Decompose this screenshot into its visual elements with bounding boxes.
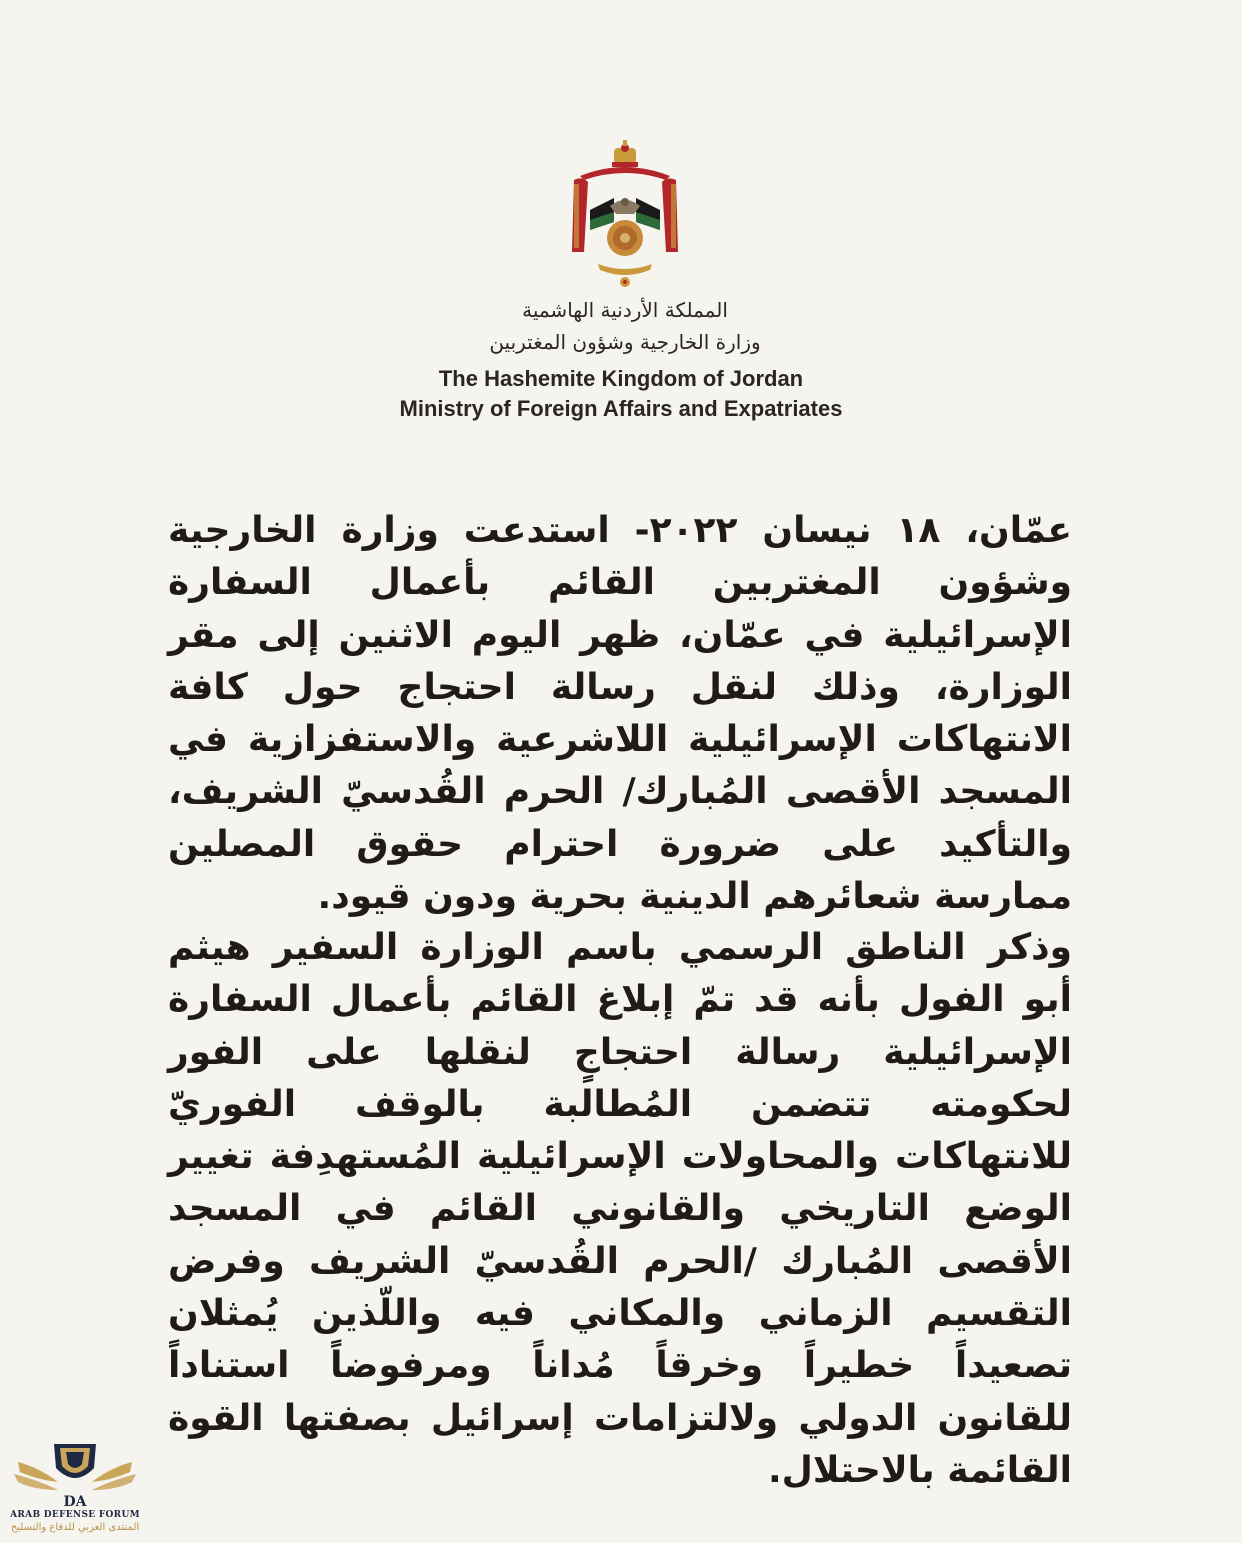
- watermark-name-english: ARAB DEFENSE FORUM: [10, 1510, 140, 1520]
- statement-paragraph-1: عمّان، ١٨ نيسان ٢٠٢٢- استدعت وزارة الخارجية وشؤون المغتربين القائم بأعمال السفارة الإسرائيلية في عمّان، ظهر اليوم الاثنين إلى مقر الوزارة، وذلك لنقل رسالة احتجاج حول كافة الانتهاكات الإسرائيلية اللاشرعية والاستفزازية في المسجد الأقصى المُبارك/ الحرم القُدسيّ الشريف، والتأكيد على ضرورة احترام حقوق المصلين ممارسة شعائرهم الدينية بحرية ودون قيود.: [168, 510, 1072, 918]
- letterhead-arabic-kingdom: المملكة الأردنية الهاشمية: [522, 298, 728, 322]
- statement-paragraph-2: وذكر الناطق الرسمي باسم الوزارة السفير هيثم أبو الفول بأنه قد تمّ إبلاغ القائم بأعمال السفارة الإسرائيلية رسالة احتجاجٍ لنقلها على الفور لحكومته تتضمن المُطالبة بالوقف الفوريّ للانتهاكات والمحاولات الإسرائيلية المُستهدِفة تغيير الوضع التاريخي والقانوني القائم في المسجد الأقصى المُبارك /الحرم القُدسيّ الشريف وفرض التقسيم الزماني والمكاني فيه واللّذين يُمثلان تصعيداً خطيراً وخرقاً مُداناً ومرفوضاً استناداً للقانون الدولي ولالتزامات إسرائيل بصفتها القوة القائمة بالاحتلال.: [168, 927, 1072, 1491]
- crown-icon: [612, 140, 638, 167]
- royal-coat-of-arms-icon: [560, 140, 690, 290]
- forum-watermark: [10, 1438, 140, 1538]
- letterhead-arabic-ministry: وزارة الخارجية وشؤون المغتربين: [489, 330, 761, 354]
- letterhead-english-kingdom: The Hashemite Kingdom of Jordan: [438, 366, 804, 391]
- watermark-name-arabic: المنتدى العربي للدفاع والتسليح: [10, 1522, 140, 1533]
- eagle-shield-icon: [10, 1438, 140, 1512]
- coat-of-arms-emblem: [560, 140, 690, 290]
- watermark-monogram: DA: [63, 1494, 87, 1510]
- letterhead-english-ministry: Ministry of Foreign Affairs and Expatriates: [399, 396, 843, 421]
